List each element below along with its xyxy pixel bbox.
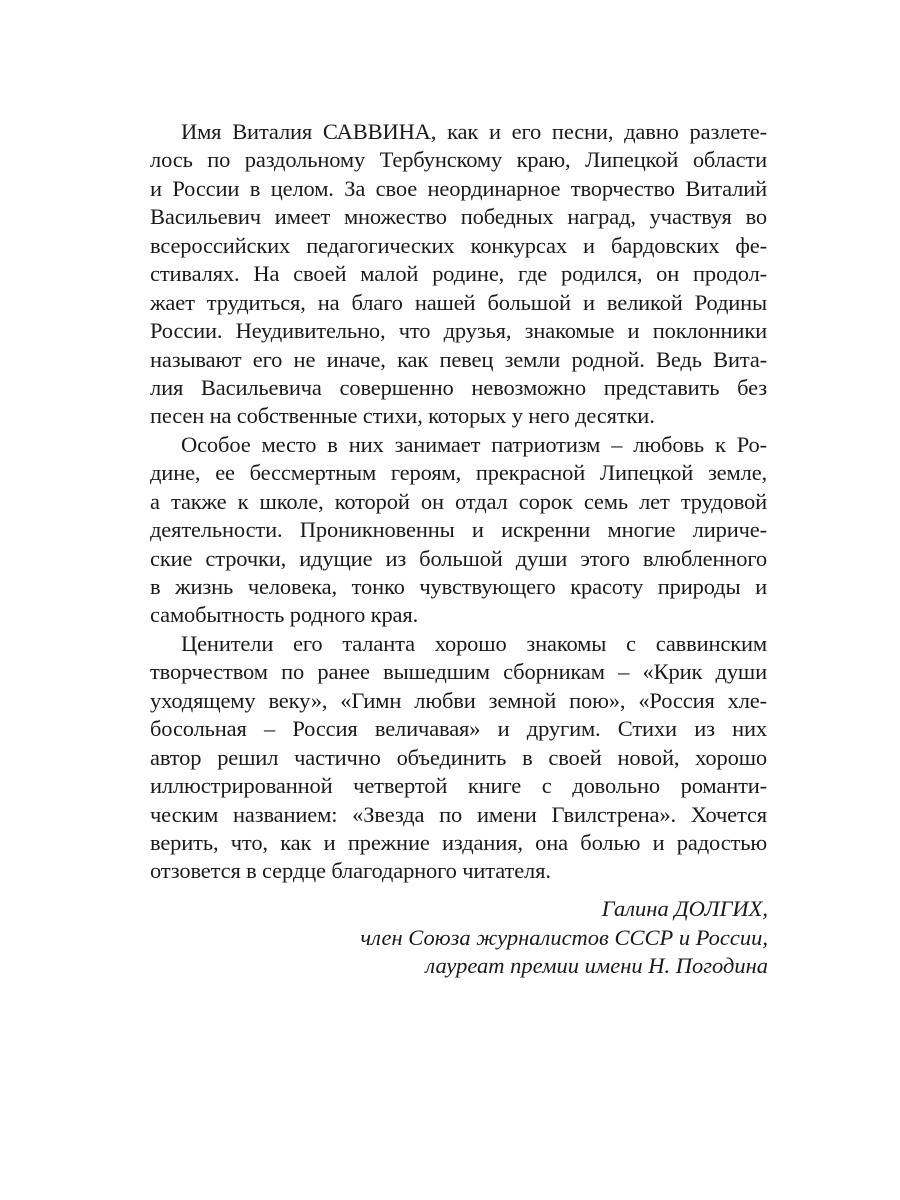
text-line: самобытность родного края. bbox=[150, 602, 419, 628]
signature-title-2: лауреат премии имени Н. Погодина bbox=[425, 953, 768, 978]
text-line: России. Неудивительно, что друзья, знакомые и поклонники bbox=[150, 318, 767, 344]
text-line: уходящему веку», «Гимн любви земной пою», «Россия хле- bbox=[150, 687, 767, 713]
text-line: дине, ее бессмертным героям, прекрасной Липецкой земле, bbox=[150, 460, 767, 486]
text-line: Имя Виталия САВВИНА, как и его песни, давно разлете- bbox=[181, 119, 767, 144]
text-line: ческим названием: «Звезда по имени Гвилстрена». Хочется bbox=[150, 801, 767, 827]
text-line: стивалях. На своей малой родине, где родился, он продол- bbox=[150, 261, 767, 287]
text-line: Васильевич имеет множество победных наград, участвуя во bbox=[150, 204, 767, 230]
text-line: лия Васильевича совершенно невозможно представить без bbox=[150, 374, 767, 400]
text-line: лось по раздольному Тербунскому краю, Липецкой области bbox=[150, 147, 767, 173]
text-line: в жизнь человека, тонко чувствующего красоту природы и bbox=[150, 574, 767, 599]
paragraph-2 bbox=[150, 431, 767, 630]
body-text bbox=[150, 118, 767, 886]
paragraph-3 bbox=[150, 630, 767, 886]
text-line: иллюстрированной четвертой книге с довольно романти- bbox=[150, 773, 767, 799]
text-line: деятельности. Проникновенны и искренни многие лириче- bbox=[150, 517, 767, 543]
text-line: и России в целом. За свое неординарное творчество Виталий bbox=[150, 175, 767, 201]
text-line: босольная – Россия величавая» и другим. Стихи из них bbox=[150, 716, 767, 742]
text-line: отзовется в сердце благодарного читателя. bbox=[150, 858, 551, 884]
text-line: ские строчки, идущие из большой души этого влюбленного bbox=[150, 545, 767, 571]
signature-block bbox=[208, 895, 768, 981]
signature-title-1: член Союза журналистов СССР и России, bbox=[360, 924, 768, 950]
text-line: творчеством по ранее вышедшим сборникам – «Крик души bbox=[150, 659, 767, 685]
signature-name: Галина ДОЛГИХ, bbox=[601, 896, 768, 921]
text-line: песен на собственные стихи, которых у него десятки. bbox=[150, 403, 655, 429]
text-line: жает трудиться, на благо нашей большой и великой Родины bbox=[150, 289, 767, 315]
text-line: всероссийских педагогических конкурсах и бардовских фе- bbox=[150, 232, 767, 258]
text-line: автор решил частично объединить в своей новой, хорошо bbox=[150, 744, 767, 770]
text-line: Ценители его таланта хорошо знакомы с саввинским bbox=[181, 630, 767, 656]
paragraph-1 bbox=[150, 118, 767, 431]
text-line: называют его не иначе, как певец земли родной. Ведь Вита- bbox=[150, 346, 767, 372]
text-line: верить, что, как и прежние издания, она болью и радостью bbox=[150, 829, 767, 855]
text-line: а также к школе, которой он отдал сорок семь лет трудовой bbox=[150, 488, 767, 514]
text-line: Особое место в них занимает патриотизм – любовь к Ро- bbox=[181, 431, 767, 457]
